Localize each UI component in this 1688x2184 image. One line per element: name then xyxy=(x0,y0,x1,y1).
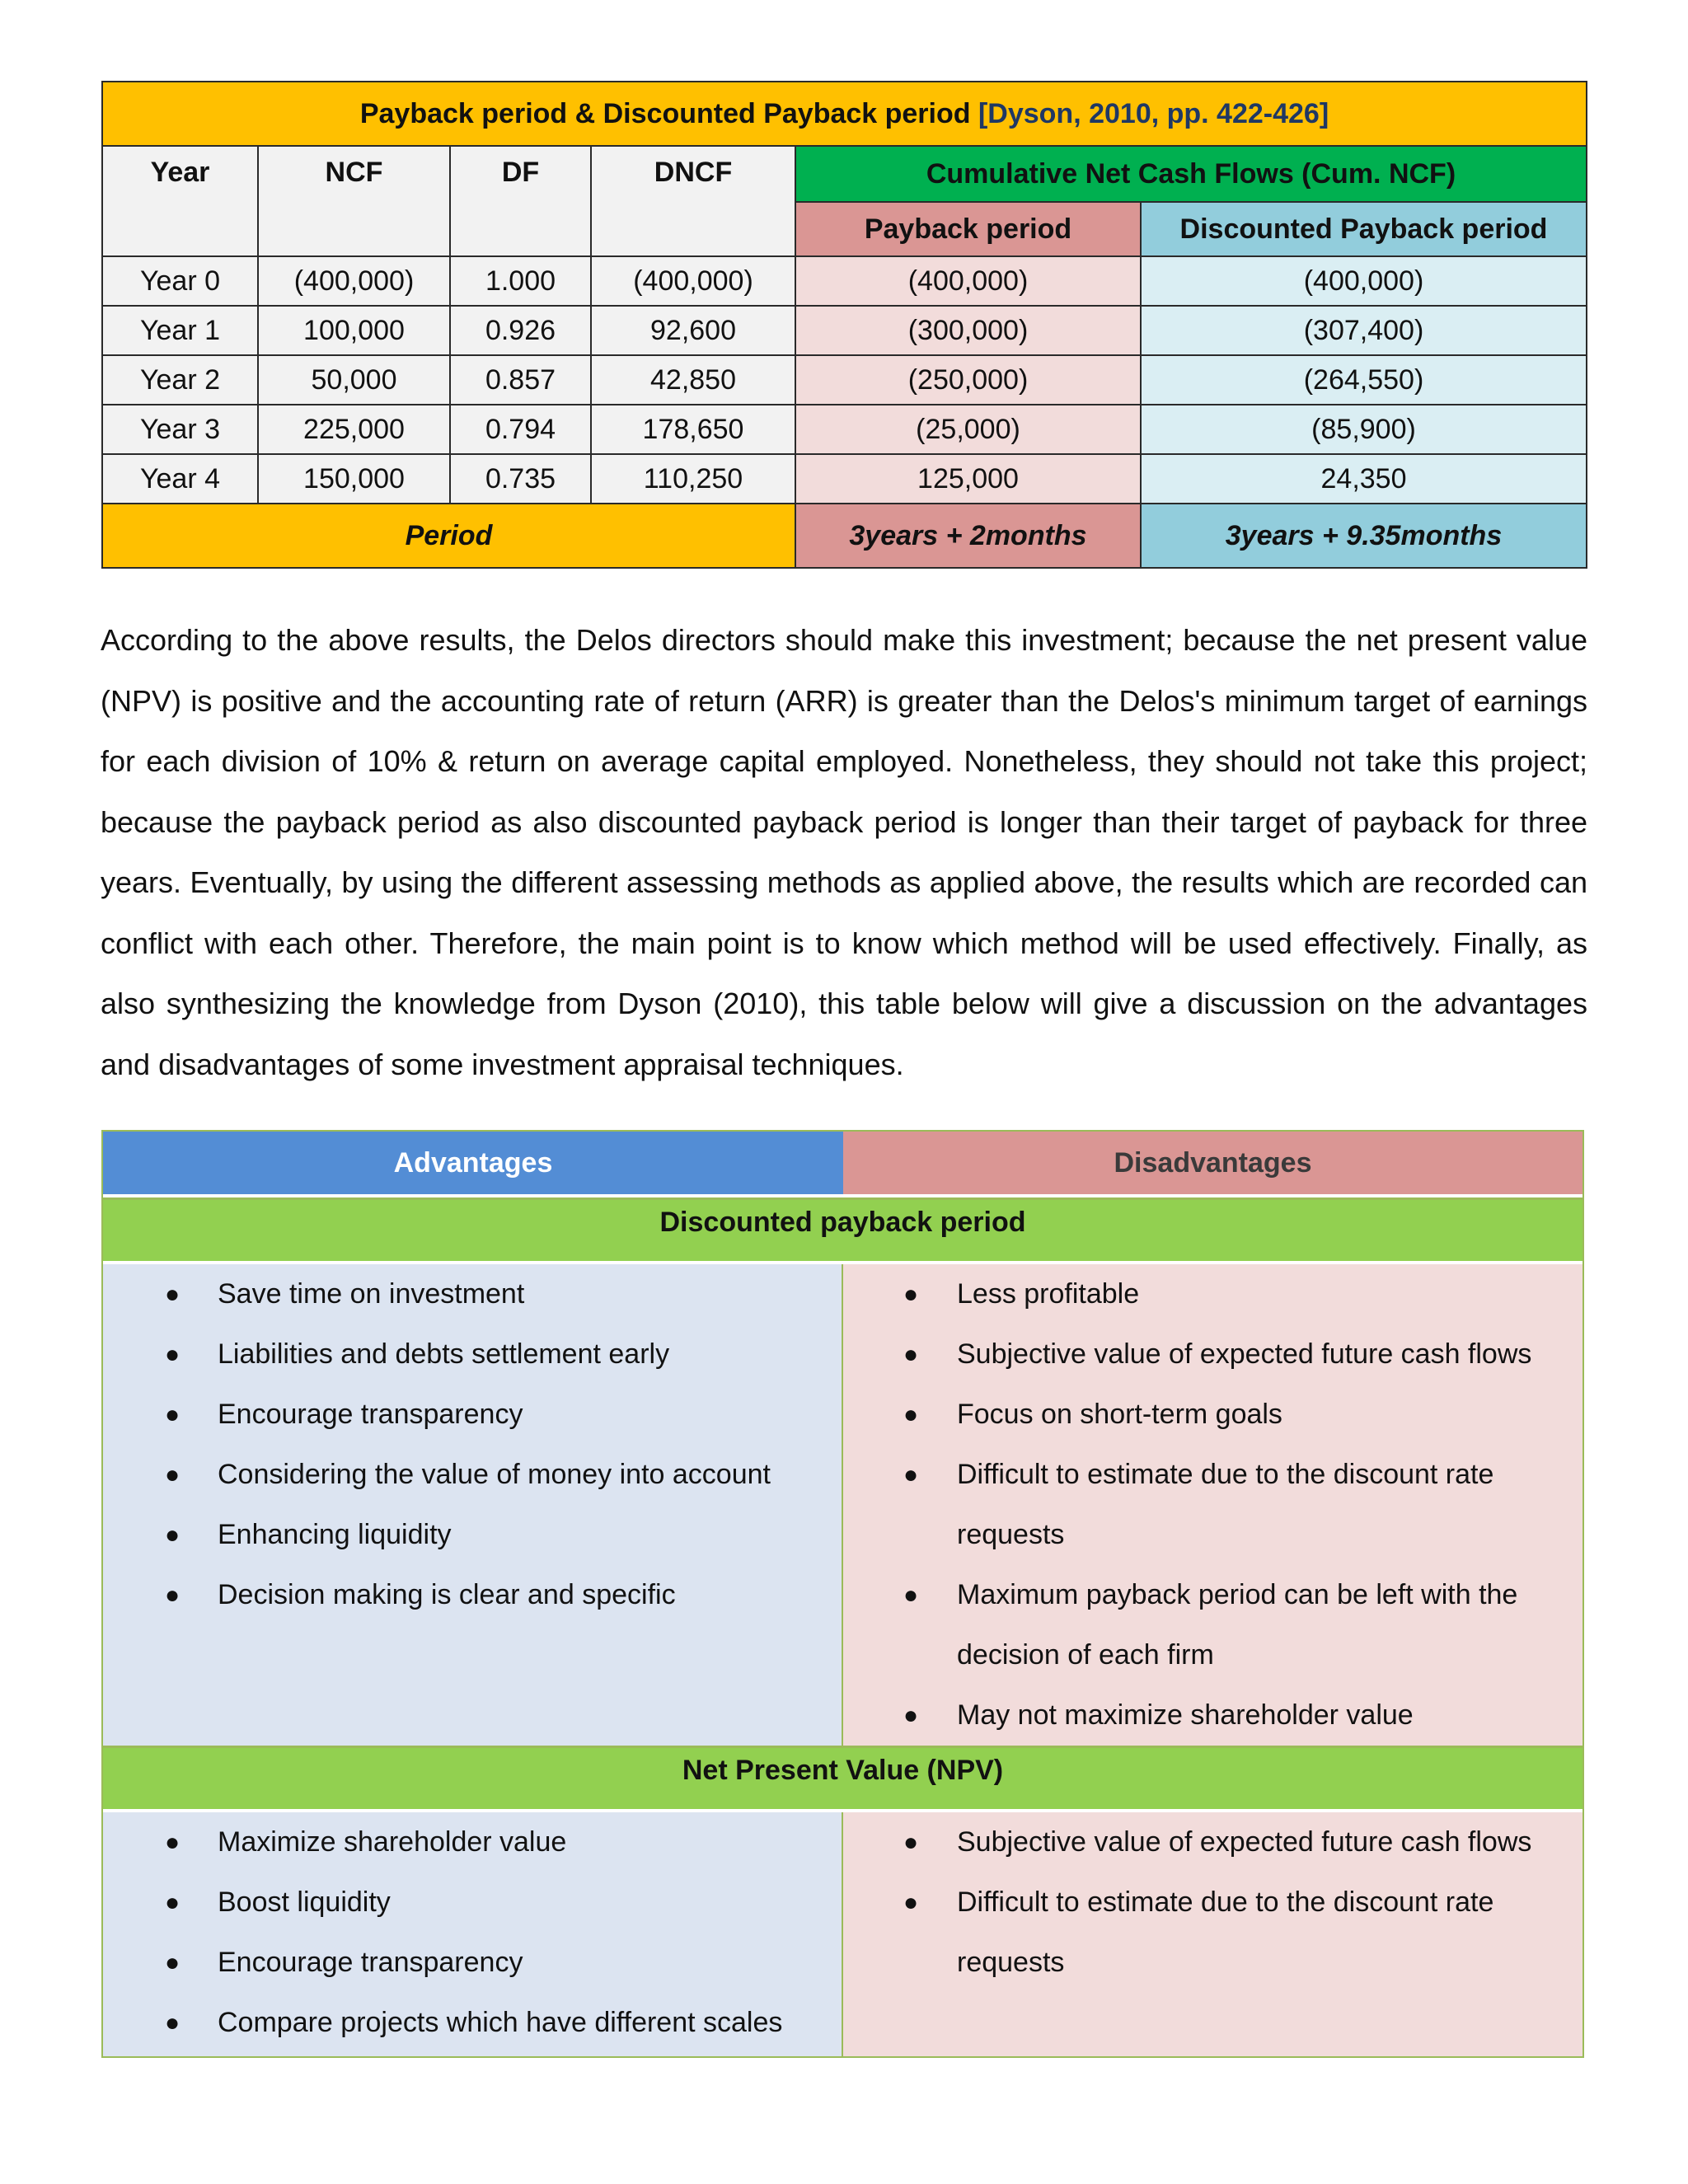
list-item xyxy=(843,1264,1582,1324)
bullet-icon: ● xyxy=(165,2009,181,2036)
period-row xyxy=(102,504,1587,568)
cell-dncf: 110,250 xyxy=(591,454,795,504)
bullet-icon: ● xyxy=(903,1889,919,1916)
cell-ncf: 150,000 xyxy=(258,454,450,504)
list-item xyxy=(843,1872,1582,1993)
cell-year: Year 3 xyxy=(102,405,258,454)
list-item-text: Enhancing liquidity xyxy=(218,1519,452,1550)
discounted-payback-advantages xyxy=(103,1264,843,1746)
cell-cum-discounted: (307,400) xyxy=(1141,306,1587,355)
period-label: Period xyxy=(102,504,795,568)
header-advantages: Advantages xyxy=(103,1132,843,1197)
advantages-list xyxy=(103,1264,842,1625)
header-discounted-payback: Discounted Payback period xyxy=(1141,202,1587,256)
list-item-text: Maximize shareholder value xyxy=(218,1826,567,1858)
npv-disadvantages xyxy=(843,1812,1582,2056)
cell-dncf: (400,000) xyxy=(591,256,795,306)
list-item xyxy=(103,1812,842,1872)
list-item xyxy=(843,1445,1582,1565)
list-item xyxy=(103,1565,842,1625)
cell-cum-payback: 125,000 xyxy=(795,454,1141,504)
cell-ncf: (400,000) xyxy=(258,256,450,306)
list-item xyxy=(843,1685,1582,1746)
list-item xyxy=(103,1264,842,1324)
list-item xyxy=(843,1385,1582,1445)
list-item xyxy=(103,1385,842,1445)
bullet-icon: ● xyxy=(165,1461,181,1488)
list-item-text: Liabilities and debts settlement early xyxy=(218,1338,670,1370)
bullet-icon: ● xyxy=(165,1582,181,1609)
section-title-discounted-payback xyxy=(103,1197,1582,1264)
list-item xyxy=(103,1505,842,1565)
bullet-icon: ● xyxy=(903,1461,919,1488)
table-row xyxy=(102,256,1587,306)
list-item-text: Boost liquidity xyxy=(218,1886,391,1918)
cell-df: 0.926 xyxy=(450,306,591,355)
list-item xyxy=(103,1445,842,1505)
list-item xyxy=(843,1812,1582,1872)
header-year: Year xyxy=(102,146,258,256)
list-item-text: Decision making is clear and specific xyxy=(218,1579,676,1610)
list-item xyxy=(103,1993,842,2053)
cell-cum-payback: (25,000) xyxy=(795,405,1141,454)
list-item xyxy=(843,1324,1582,1385)
cell-dncf: 178,650 xyxy=(591,405,795,454)
bullet-icon: ● xyxy=(903,1829,919,1856)
bullet-icon: ● xyxy=(165,1889,181,1916)
cell-df: 0.735 xyxy=(450,454,591,504)
cell-cum-discounted: (400,000) xyxy=(1141,256,1587,306)
list-item-text: Considering the value of money into account xyxy=(218,1459,771,1490)
cell-cum-payback: (400,000) xyxy=(795,256,1141,306)
title-citation: [Dyson, 2010, pp. 422-426] xyxy=(978,97,1329,129)
section-title-text: Discounted payback period xyxy=(659,1206,1026,1238)
bullet-icon: ● xyxy=(903,1401,919,1428)
title-main: Payback period & Discounted Payback period xyxy=(359,97,978,129)
list-item-text: Compare projects which have different scales xyxy=(218,2007,783,2038)
bullet-icon: ● xyxy=(165,1341,181,1368)
bullet-icon: ● xyxy=(165,1949,181,1976)
npv-advantages xyxy=(103,1812,843,2056)
list-item-text: Save time on investment xyxy=(218,1278,525,1310)
header-cumulative: Cumulative Net Cash Flows (Cum. NCF) xyxy=(795,146,1587,202)
disadvantages-list xyxy=(843,1264,1582,1746)
period-discounted-payback: 3years + 9.35months xyxy=(1141,504,1587,568)
period-payback: 3years + 2months xyxy=(795,504,1141,568)
bullet-icon: ● xyxy=(903,1341,919,1368)
list-item xyxy=(103,1933,842,1993)
list-item xyxy=(103,1872,842,1933)
cell-year: Year 4 xyxy=(102,454,258,504)
cell-df: 1.000 xyxy=(450,256,591,306)
list-item-text: Difficult to estimate due to the discount rate requests xyxy=(957,1886,1494,1978)
payback-table-title xyxy=(102,82,1587,146)
header-df: DF xyxy=(450,146,591,256)
header-payback: Payback period xyxy=(795,202,1141,256)
section-title-npv xyxy=(103,1746,1582,1812)
bullet-icon: ● xyxy=(903,1281,919,1308)
cell-cum-discounted: (85,900) xyxy=(1141,405,1587,454)
cell-year: Year 2 xyxy=(102,355,258,405)
section-title-text: Net Present Value (NPV) xyxy=(682,1754,1004,1786)
comparison-table xyxy=(101,1130,1584,2058)
cell-dncf: 42,850 xyxy=(591,355,795,405)
list-item xyxy=(843,1565,1582,1685)
bullet-icon: ● xyxy=(165,1521,181,1549)
cell-cum-discounted: 24,350 xyxy=(1141,454,1587,504)
list-item xyxy=(103,1324,842,1385)
payback-table xyxy=(101,81,1587,569)
cell-ncf: 50,000 xyxy=(258,355,450,405)
bullet-icon: ● xyxy=(165,1281,181,1308)
list-item-text: May not maximize shareholder value xyxy=(957,1699,1414,1731)
list-item-text: Maximum payback period can be left with the decision of each firm xyxy=(957,1579,1518,1671)
cell-year: Year 0 xyxy=(102,256,258,306)
list-item-text: Encourage transparency xyxy=(218,1399,523,1430)
list-item-text: Focus on short-term goals xyxy=(957,1399,1282,1430)
discounted-payback-disadvantages xyxy=(843,1264,1582,1746)
list-item-text: Encourage transparency xyxy=(218,1947,523,1978)
header-dncf: DNCF xyxy=(591,146,795,256)
bullet-icon: ● xyxy=(165,1829,181,1856)
body-paragraph: According to the above results, the Delos directors should make this investment; because the net present value (NPV) is positive and the accounting rate of return (ARR) is greater than the Delos's minimum target of earnings for each division of 10% & return on average capital employed. Nonetheless, they should not take this project; because the payback period as also discounted payback period is longer than their target of payback for three years. Eventually, by using the different assessing methods as applied above, the results which are recorded can conflict with each other. Therefore, the main point is to know which method will be used effectively. Finally, as also synthesizing the knowledge from Dyson (2010), this table below will give a discussion on the advantages and disadvantages of some investment appraisal techniques. xyxy=(101,623,1587,1081)
cell-year: Year 1 xyxy=(102,306,258,355)
header-disadvantages: Disadvantages xyxy=(843,1132,1582,1197)
cell-ncf: 100,000 xyxy=(258,306,450,355)
bullet-icon: ● xyxy=(903,1582,919,1609)
list-item-text: Difficult to estimate due to the discount rate requests xyxy=(957,1459,1494,1550)
table-row xyxy=(102,306,1587,355)
cell-cum-payback: (250,000) xyxy=(795,355,1141,405)
cell-ncf: 225,000 xyxy=(258,405,450,454)
table-row xyxy=(102,355,1587,405)
cell-df: 0.794 xyxy=(450,405,591,454)
advantages-list xyxy=(103,1812,842,2053)
disadvantages-list xyxy=(843,1812,1582,1993)
bullet-icon: ● xyxy=(903,1702,919,1729)
cell-dncf: 92,600 xyxy=(591,306,795,355)
list-item-text: Subjective value of expected future cash flows xyxy=(957,1338,1532,1370)
header-ncf: NCF xyxy=(258,146,450,256)
cell-cum-discounted: (264,550) xyxy=(1141,355,1587,405)
table-row xyxy=(102,454,1587,504)
list-item-text: Subjective value of expected future cash flows xyxy=(957,1826,1532,1858)
table-row xyxy=(102,405,1587,454)
bullet-icon: ● xyxy=(165,1401,181,1428)
cell-df: 0.857 xyxy=(450,355,591,405)
list-item-text: Less profitable xyxy=(957,1278,1140,1310)
cell-cum-payback: (300,000) xyxy=(795,306,1141,355)
